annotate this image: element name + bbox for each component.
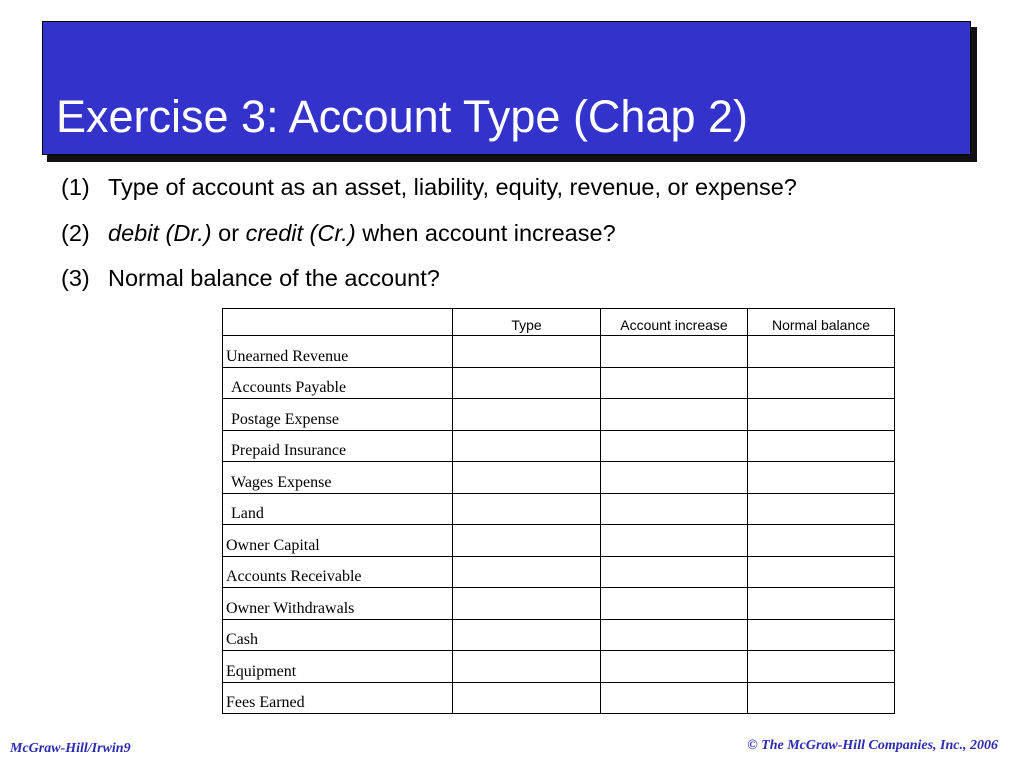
footer-publisher: McGraw-Hill/Irwin9 — [10, 741, 131, 756]
increase-cell — [601, 588, 748, 620]
instruction-1 — [61, 174, 797, 220]
account-name: Accounts Payable — [223, 367, 453, 399]
instruction-number: (3) — [61, 265, 90, 291]
instruction-number: (1) — [61, 174, 90, 200]
instruction-text: when account increase? — [362, 219, 616, 246]
normal-balance-cell — [748, 367, 895, 399]
account-name: Wages Expense — [223, 462, 453, 494]
account-name: Land — [223, 493, 453, 525]
instruction-text: Normal balance of the account? — [108, 265, 440, 291]
table-row — [223, 493, 895, 525]
table-row — [223, 462, 895, 494]
type-cell — [453, 651, 601, 683]
credit-term: credit (Cr.) — [245, 219, 356, 246]
or-word: or — [218, 219, 240, 246]
account-name: Owner Withdrawals — [223, 588, 453, 620]
header-normal-balance: Normal balance — [748, 309, 895, 336]
table-row — [223, 651, 895, 683]
instruction-2 — [61, 220, 797, 266]
increase-cell — [601, 367, 748, 399]
increase-cell — [601, 462, 748, 494]
table-row — [223, 336, 895, 368]
normal-balance-cell — [748, 651, 895, 683]
account-table — [222, 308, 895, 714]
type-cell — [453, 336, 601, 368]
account-name: Postage Expense — [223, 399, 453, 431]
type-cell — [453, 682, 601, 714]
slide-title: Exercise 3: Account Type (Chap 2) — [56, 91, 749, 142]
normal-balance-cell — [748, 430, 895, 462]
account-name: Prepaid Insurance — [223, 430, 453, 462]
table-row — [223, 430, 895, 462]
type-cell — [453, 462, 601, 494]
table-row — [223, 525, 895, 557]
normal-balance-cell — [748, 588, 895, 620]
normal-balance-cell — [748, 619, 895, 651]
table-header-row — [223, 309, 895, 336]
instruction-text: Type of account as an asset, liability, equity, revenue, or expense? — [108, 174, 797, 200]
increase-cell — [601, 336, 748, 368]
table-row — [223, 588, 895, 620]
type-cell — [453, 556, 601, 588]
type-cell — [453, 367, 601, 399]
account-name: Equipment — [223, 651, 453, 683]
header-type: Type — [453, 309, 601, 336]
header-account — [223, 309, 453, 336]
increase-cell — [601, 399, 748, 431]
table-row — [223, 619, 895, 651]
account-name: Cash — [223, 619, 453, 651]
normal-balance-cell — [748, 336, 895, 368]
normal-balance-cell — [748, 682, 895, 714]
instruction-list — [61, 174, 797, 311]
increase-cell — [601, 430, 748, 462]
type-cell — [453, 430, 601, 462]
table-row — [223, 556, 895, 588]
increase-cell — [601, 651, 748, 683]
type-cell — [453, 588, 601, 620]
account-name: Unearned Revenue — [223, 336, 453, 368]
type-cell — [453, 619, 601, 651]
instruction-number: (2) — [61, 219, 90, 246]
title-bar — [42, 21, 971, 155]
instruction-3 — [61, 265, 797, 311]
debit-term: debit (Dr.) — [108, 219, 212, 246]
account-name: Accounts Receivable — [223, 556, 453, 588]
increase-cell — [601, 556, 748, 588]
header-account-increase: Account increase — [601, 309, 748, 336]
type-cell — [453, 399, 601, 431]
normal-balance-cell — [748, 556, 895, 588]
footer-copyright: © The McGraw-Hill Companies, Inc., 2006 — [747, 738, 998, 753]
account-name: Fees Earned — [223, 682, 453, 714]
normal-balance-cell — [748, 462, 895, 494]
type-cell — [453, 493, 601, 525]
normal-balance-cell — [748, 525, 895, 557]
table-row — [223, 399, 895, 431]
type-cell — [453, 525, 601, 557]
account-name: Owner Capital — [223, 525, 453, 557]
normal-balance-cell — [748, 399, 895, 431]
increase-cell — [601, 493, 748, 525]
increase-cell — [601, 619, 748, 651]
table-row — [223, 682, 895, 714]
increase-cell — [601, 525, 748, 557]
table-row — [223, 367, 895, 399]
normal-balance-cell — [748, 493, 895, 525]
increase-cell — [601, 682, 748, 714]
